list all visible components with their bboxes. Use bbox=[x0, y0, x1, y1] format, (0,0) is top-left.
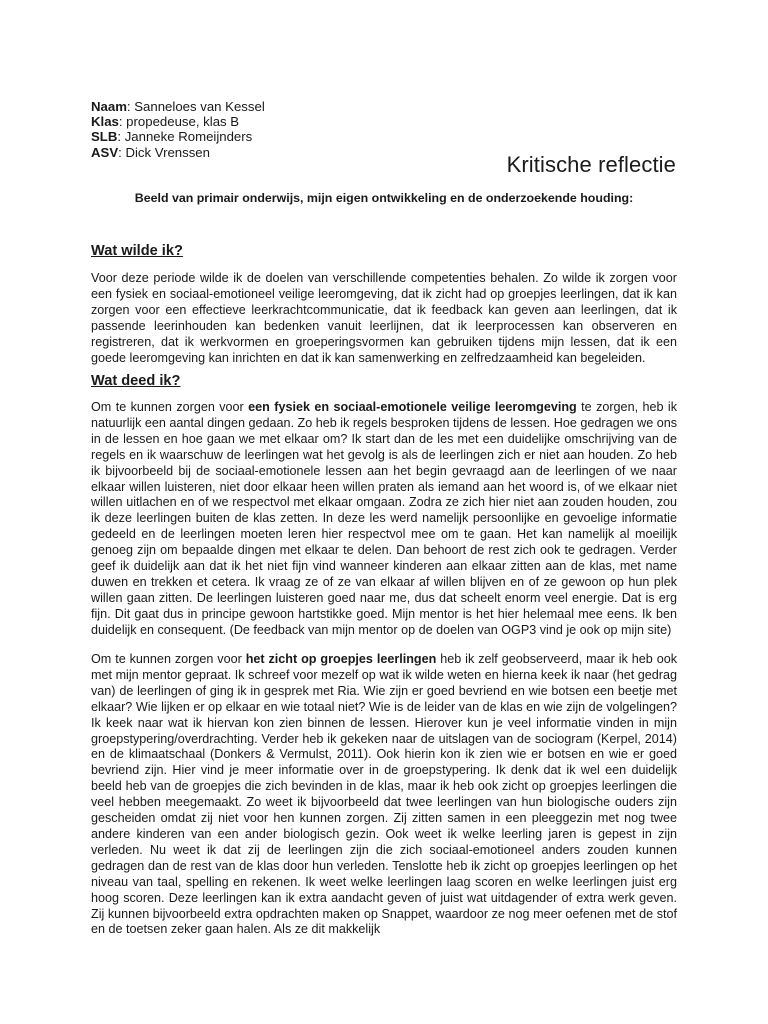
klas-value: : propedeuse, klas B bbox=[118, 114, 240, 130]
section-heading-wat-wilde-ik: Wat wilde ik? bbox=[91, 243, 183, 259]
asv-value: : Dick Vrenssen bbox=[118, 144, 210, 160]
paragraph-1-bold: een fysiek en sociaal-emotionele veilige leeromgeving bbox=[248, 400, 577, 414]
paragraph-1-rest: te zorgen, heb ik natuurlijk een aantal dingen gedaan. Zo heb ik regels besproken tijdens de lessen. Hoe gedragen we ons in de lessen en hoe gaan we met elkaar om? Ik start dan de les met een duidelijke omschrijving van de regels en ik waarschuw de leerlingen wat het gevolg is als de leerlingen zich er niet aan houden. Zo heb ik bijvoorbeeld bij de sociaal-emotionele lessen aan het begin gevraagd aan de leerlingen of we naar elkaar willen luisteren, niet door elkaar heen willen praten als iemand aan het woord is, of we elkaar niet willen uitlachen en of we respectvol met elkaar omgaan. Zodra ze zich hier niet aan zouden houden, zou ik deze leerlingen buiten de klas zetten. In deze les werd namelijk persoonlijke en gevoelige informatie gedeeld en de leerlingen moeten leren hier respectvol mee om te gaan. Het kan namelijk al moeilijk genoeg zijn om bepaalde dingen met elkaar te delen. Dan behoort de rest zich ook te gedragen. Verder geef ik duidelijk aan dat ik het niet fijn vind wanneer kinderen aan elkaar zitten aan de klas, met name duwen en trekken et cetera. Ik vraag ze of ze van elkaar af willen blijven en of ze gewoon op hun plek willen gaan zitten. De leerlingen luisteren goed naar me, dus dat scheelt enorm veel energie. Dat is erg fijn. Dit gaat dus in principe gewoon hartstikke goed. Mijn mentor is het hier helemaal mee eens. Ik ben duidelijk en consequent. (De feedback van mijn mentor op de doelen van OGP3 vind je ook op mijn site) bbox=[91, 400, 678, 637]
slb-value: : Janneke Romeijnders bbox=[117, 129, 253, 145]
document-subtitle: Beeld van primair onderwijs, mijn eigen ontwikkeling en de onderzoekende houding: bbox=[134, 191, 634, 205]
naam-label: Naam bbox=[91, 99, 127, 114]
section-heading-wat-deed-ik: Wat deed ik? bbox=[91, 373, 181, 389]
paragraph-2-rest: heb ik zelf geobserveerd, maar ik heb ook met mijn mentor gepraat. Ik schreef voor mezelf op wat ik wilde weten en hierna keek ik naar (het gedrag van) de leerlingen of ging ik in gesprek met Ria. Wie zijn er goed bevriend en wie botsen een beetje met elkaar? Wie lijken er op elkaar en wie totaal niet? Wie is de leider van de klas en wie zijn de volgelingen? Ik keek naar wat ik hiervan kon zien binnen de lessen. Hierover kun je veel informatie vinden in mijn groepstypering/overdrachting. Verder heb ik gekeken naar de uitslagen van de sociogram (Kerpel, 2014) en de klimaatschaal (Donkers & Vermulst, 2011). Ook hierin kon ik zien wie er botsen en wie er goed bevriend zijn. Hier vind je meer informatie over in de groepstypering. Ik denk dat ik wel een duidelijk beeld heb van de groepjes die zich bevinden in de klas, maar ik heb ook zicht op groepjes leerlingen die veel hebben meegemaakt. Zo weet ik bijvoorbeeld dat twee leerlingen van hun biologische ouders zijn gescheiden omdat zij niet voor hen kunnen zorgen. Zij zitten samen in een pleeggezin met nog twee andere kinderen van een ander biologisch gezin. Ook weet ik welke leerling jaren is gepest in zijn verleden. Nu weet ik dat zij de leerlingen zijn die zich sociaal-emotioneel anders zouden kunnen gedragen dan de rest van de klas door hun verleden. Tenslotte heb ik zicht op groepjes leerlingen op het niveau van taal, spelling en rekenen. Ik weet welke leerlingen laag scoren en welke leerlingen juist erg hoog scoren. Deze leerlingen kan ik extra aandacht geven of juist wat uitdagender of extra werk geven. Zij kunnen bijvoorbeeld extra opdrachten maken op Snappet, waardoor ze nog meer oefenen met de stof en de toetsen zeker gaan halen. Als ze dit makkelijk bbox=[91, 652, 677, 937]
paragraph-wat-wilde-ik: Voor deze periode wilde ik de doelen van verschillende competenties behalen. Zo wilde ik zorgen voor een fysiek en sociaal-emotioneel veilige leeromgeving, dat ik zicht had op groepjes leerlingen, dat ik kan zorgen voor een effectieve leerkrachtcommunicatie, dat ik feedback kan geven aan leerlingen, dat ik passende leerinhouden kan bedenken vanuit leerlijnen, dat ik leerprocessen kan observeren en registreren, dat ik werkvormen en groeperingsvormen kan gebruiken tijdens mijn lessen, dat ik een goede leeromgeving kan inrichten en dat ik kan samenwerking en zelfredzaamheid kan begeleiden. bbox=[91, 271, 677, 365]
klas-label: Klas bbox=[91, 114, 119, 130]
student-info bbox=[91, 99, 265, 160]
naam-line bbox=[91, 99, 265, 114]
asv-line bbox=[91, 145, 265, 160]
slb-label: SLB bbox=[91, 129, 118, 145]
paragraph-zicht-op-groepjes bbox=[91, 652, 677, 938]
asv-label: ASV bbox=[91, 144, 119, 160]
slb-line bbox=[91, 129, 265, 144]
paragraph-1-lead: Om te kunnen zorgen voor bbox=[91, 400, 249, 414]
paragraph-2-bold: het zicht op groepjes leerlingen bbox=[245, 652, 437, 666]
paragraph-veilige-leeromgeving bbox=[91, 400, 677, 639]
paragraph-2-lead: Om te kunnen zorgen voor bbox=[91, 652, 246, 666]
klas-line bbox=[91, 114, 265, 129]
document-title: Kritische reflectie bbox=[506, 152, 676, 177]
naam-value: : Sanneloes van Kessel bbox=[126, 99, 265, 114]
